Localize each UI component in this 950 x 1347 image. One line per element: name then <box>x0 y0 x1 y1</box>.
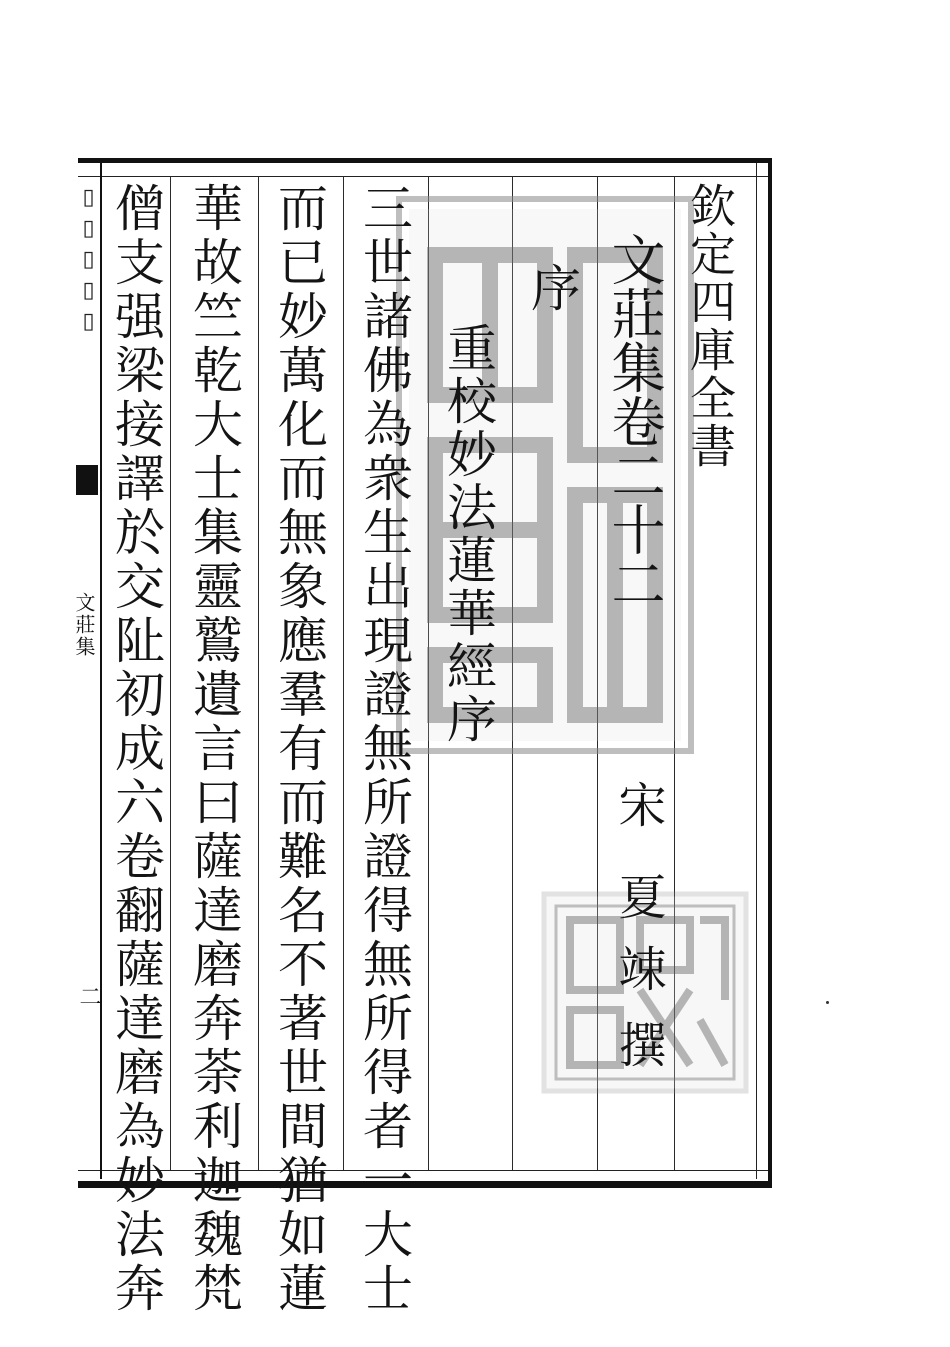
fold-fishtail-mark <box>76 465 98 495</box>
essay-title: 重校妙法蓮華經序 <box>439 322 497 746</box>
margin-page-number: 二 <box>76 985 101 1007</box>
body-text-column: 三世諸佛為衆生出現證無所證得無所得者一大士 <box>355 182 413 1316</box>
body-text-column: 而已妙萬化而無象應羣有而難名不著世間猶如蓮 <box>270 182 328 1316</box>
margin-book-title: 文莊集 <box>72 592 96 658</box>
author-dynasty: 宋 <box>610 780 666 828</box>
body-text-column: 僧支强梁接譯於交阯初成六卷翻薩達磨為妙法奔 <box>107 182 165 1316</box>
column-rule <box>170 176 171 1170</box>
author-suffix: 撰 <box>610 1020 666 1068</box>
volume-title: 文莊集卷二十二 <box>603 232 666 610</box>
body-text-column: 華故竺乾大士集靈鷲遺言曰薩達磨奔荼利迦魏梵 <box>185 182 243 1316</box>
collection-title: 欽定四庫全書 <box>683 182 737 470</box>
section-label: 序 <box>523 262 581 312</box>
author-name: 夏竦 <box>610 872 666 1016</box>
column-rule <box>258 176 259 1170</box>
fold-margin-faded-glyphs: ▯▯▯▯▯ <box>76 185 101 340</box>
frame-top-inner-rule <box>78 176 768 177</box>
stray-ink-dot <box>826 1001 829 1004</box>
column-rule <box>343 176 344 1170</box>
frame-bottom-inner-rule <box>78 1170 768 1171</box>
frame-right-inner-rule <box>756 163 757 1179</box>
